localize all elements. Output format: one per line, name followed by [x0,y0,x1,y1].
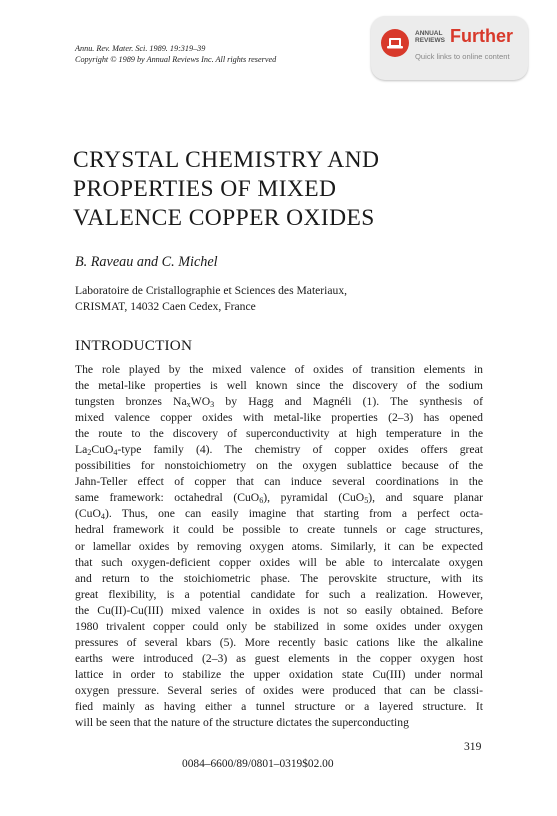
title-line: CRYSTAL CHEMISTRY AND [73,147,380,173]
title-line: PROPERTIES OF MIXED [73,176,337,202]
body-line: The role played by the mixed valence of oxides of transition elements in [75,363,483,376]
introduction-paragraph [75,362,483,731]
body-line: earths were introduced (2–3) as guest elements in the copper oxygen host [75,651,483,665]
title-line: VALENCE COPPER OXIDES [73,205,375,231]
body-line: 1980 trivalent copper could only be stabilized in some oxides under oxygen [75,619,483,633]
journal-citation: Annu. Rev. Mater. Sci. 1989. 19:319–39 [75,44,206,53]
badge-further-label: Further [450,26,513,46]
badge-subtitle: Quick links to online content [415,52,510,61]
body-line: possibilities for nonstoichiometry on the oxygen sublattice because of the [75,459,483,473]
body-line: mixed valence copper oxides with metal-like properties (2–3) has opened [75,411,483,425]
body-line: the Cu(II)-Cu(III) mixed valence in oxides is not so easily obtained. Before [75,603,483,617]
annual-reviews-logo-icon [381,29,409,57]
article-authors: B. Raveau and C. Michel [75,254,218,270]
badge-publisher: ANNUAL REVIEWS [415,30,445,44]
body-line: same framework: octahedral (CuO$_6$), pyramidal (CuO$_5$), and square planar [75,491,483,506]
body-line: oxygen pressure. Several series of oxides were produced that can be classi- [75,683,483,697]
body-line: Jahn-Teller effect of copper that can induce several coordinations in the [75,475,483,489]
author-affiliation [75,283,347,315]
section-heading-introduction: INTRODUCTION [75,337,193,354]
body-line: hedral framework it could be possible to create tunnels or cage structures, [75,523,483,537]
body-line: or lamellar oxides by removing oxygen atoms. Similarly, it can be expected [75,539,483,553]
journal-header [75,44,276,65]
further-quick-links-button[interactable] [371,16,528,80]
body-line: $La_2CuO_4$-type family (4). The chemistry of copper oxides offers great [75,443,483,458]
body-line: tungsten bronzes $Na_xWO_3$ by Hagg and Magnéli (1). The synthesis of [75,395,483,410]
affiliation-line: CRISMAT, 14032 Caen Cedex, France [75,300,256,313]
copyright-notice: Copyright © 1989 by Annual Reviews Inc. All rights reserved [75,54,277,64]
article-title [73,146,379,233]
document-code: 0084–6600/89/0801–0319$02.00 [182,758,334,770]
body-line: and return to the stoichiometric phase. The perovskite structure, with its [75,571,483,585]
body-line: fied mainly as having either a tunnel structure or a layered structure. It [75,699,483,713]
body-line: (CuO$_4$). Thus, one can easily imagine that starting from a perfect octa- [75,507,483,522]
body-line: the route to the discovery of superconductivity at high temperature in the [75,427,483,441]
body-line: that such oxygen-deficient copper oxides will be able to intercalate oxygen [75,555,483,569]
body-line: the metal-like properties is well known since the discovery of the sodium [75,379,483,393]
body-line: pressures of several kbars (5). More recently basic cations like the alkaline [75,635,483,649]
page-number: 319 [464,740,482,753]
body-line: great flexibility, is a potential candidate for such a realization. However, [75,587,483,601]
body-line: will be seen that the nature of the structure dictates the superconducting [75,716,409,730]
body-line: lattice in order to stabilize the upper oxidation state Cu(III) under normal [75,667,483,681]
affiliation-line: Laboratoire de Cristallographie et Sciences des Materiaux, [75,284,348,297]
